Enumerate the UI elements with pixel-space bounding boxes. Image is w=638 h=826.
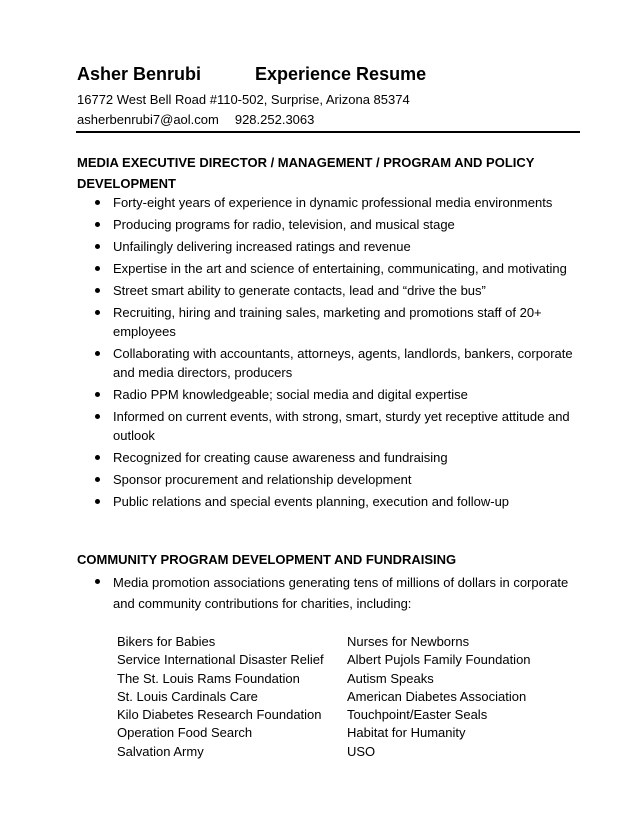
list-item: Media promotion associations generating tens of millions of dollars in corporate and community contributions for charities, including: <box>77 572 577 614</box>
list-item: Collaborating with accountants, attorneys, agents, landlords, bankers, corporate and media directors, producers <box>77 344 577 382</box>
list-item: Forty-eight years of experience in dynamic professional media environments <box>77 193 577 212</box>
list-item: Informed on current events, with strong, smart, sturdy yet receptive attitude and outlook <box>77 407 577 445</box>
phone: 928.252.3063 <box>234 112 315 127</box>
charity-name: Service International Disaster Relief <box>117 652 324 668</box>
charity-row <box>117 633 577 651</box>
charity-row <box>117 688 577 706</box>
charity-row <box>117 706 577 724</box>
list-item: Radio PPM knowledgeable; social media and digital expertise <box>77 385 577 404</box>
charity-name: Operation Food Search <box>117 725 253 741</box>
list-item: Sponsor procurement and relationship development <box>77 470 577 489</box>
list-item: Producing programs for radio, television, and musical stage <box>77 215 577 234</box>
list-item: Public relations and special events planning, execution and follow-up <box>77 492 577 511</box>
charity-name: Touchpoint/Easter Seals <box>347 707 488 723</box>
charity-name: Habitat for Humanity <box>347 725 466 741</box>
list-item: Recognized for creating cause awareness and fundraising <box>77 448 577 467</box>
header-divider <box>76 131 580 133</box>
charity-name: Albert Pujols Family Foundation <box>347 652 531 668</box>
charity-list <box>117 633 577 761</box>
section-heading-community: COMMUNITY PROGRAM DEVELOPMENT AND FUNDRAISING <box>77 552 457 567</box>
charity-name: St. Louis Cardinals Care <box>117 688 258 704</box>
charity-name: Autism Speaks <box>347 670 434 686</box>
contact-line <box>77 112 314 127</box>
charity-name: Bikers for Babies <box>117 634 216 649</box>
charity-name: The St. Louis Rams Foundation <box>117 670 300 686</box>
charity-name: Salvation Army <box>117 743 204 759</box>
section-heading-media: MEDIA EXECUTIVE DIRECTOR / MANAGEMENT / PROGRAM AND POLICY DEVELOPMENT <box>77 155 535 191</box>
address: 16772 West Bell Road #110-502, Surprise, Arizona 85374 <box>77 92 410 107</box>
resume-title: Experience Resume <box>255 64 427 84</box>
email: asherbenrubi7@aol.com <box>77 112 219 127</box>
charity-row <box>117 743 577 761</box>
header <box>77 64 427 85</box>
charity-name: USO <box>347 743 376 759</box>
list-item: Unfailingly delivering increased ratings and revenue <box>77 237 577 256</box>
list-item: Expertise in the art and science of entertaining, communicating, and motivating <box>77 259 577 278</box>
candidate-name: Asher Benrubi <box>77 64 202 84</box>
charity-name: Nurses for Newborns <box>347 634 470 649</box>
list-item: Street smart ability to generate contacts, lead and “drive the bus” <box>77 281 577 300</box>
community-bullet-list <box>77 572 577 614</box>
charity-row <box>117 724 577 742</box>
charity-row <box>117 651 577 669</box>
charity-row <box>117 670 577 688</box>
media-bullet-list <box>77 193 577 514</box>
list-item: Recruiting, hiring and training sales, marketing and promotions staff of 20+ employees <box>77 303 577 341</box>
charity-name: American Diabetes Association <box>347 688 527 704</box>
charity-name: Kilo Diabetes Research Foundation <box>117 707 322 723</box>
